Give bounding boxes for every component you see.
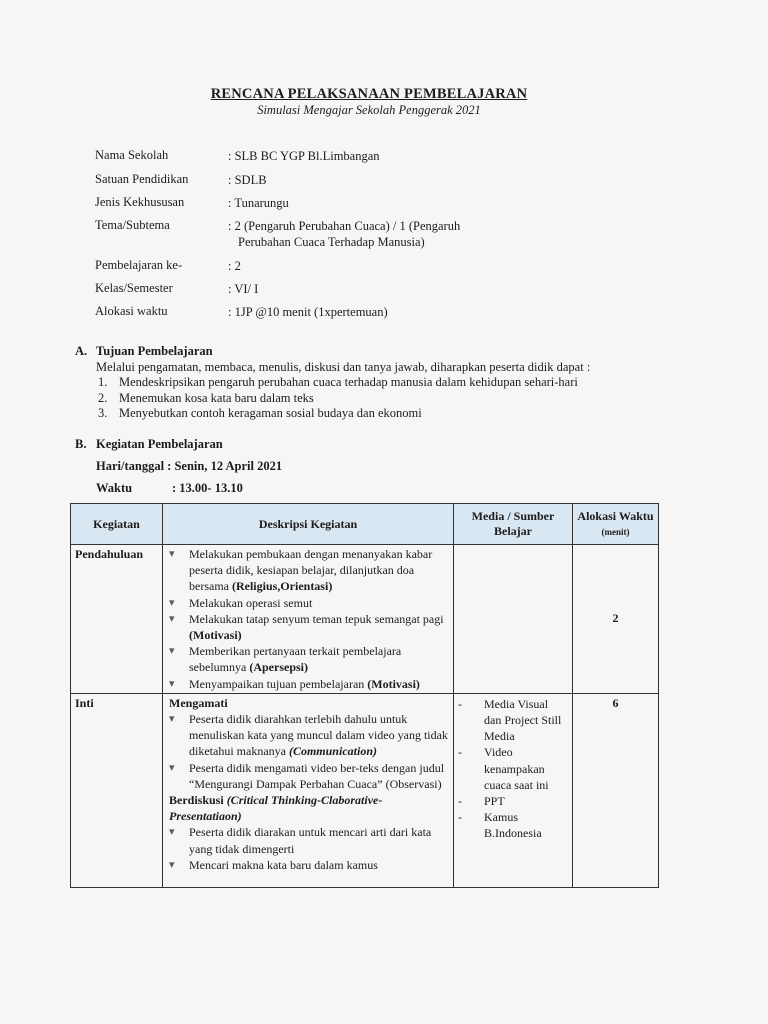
- identity-value: : 1JP @10 menit (1xpertemuan): [228, 305, 388, 319]
- activity-media: [454, 545, 573, 694]
- identity-value-continued: Perubahan Cuaca Terhadap Manusia): [238, 235, 425, 249]
- identity-label: Nama Sekolah: [95, 148, 169, 162]
- identity-value: : VI/ I: [228, 282, 259, 296]
- identity-label: Kelas/Semester: [95, 281, 173, 295]
- activity-duration: 6: [573, 693, 659, 887]
- arrow-down-icon: ▾: [169, 677, 175, 690]
- activity-duration: 2: [573, 545, 659, 694]
- header-alokasi: [573, 504, 659, 545]
- header-alokasi-unit: (menit): [601, 527, 630, 537]
- document-title: RENCANA PELAKSANAAN PEMBELAJARAN: [210, 86, 528, 102]
- identity-value: : Tunarungu: [228, 196, 289, 210]
- sub-activity-heading: [169, 792, 449, 824]
- objective-item: [98, 375, 578, 390]
- objective-text: Menemukan kosa kata baru dalam teks: [119, 391, 314, 405]
- objective-item: [98, 406, 422, 421]
- section-a-intro: Melalui pengamatan, membaca, menulis, diskusi dan tanya jawab, diharapkan peserta didik dapat :: [96, 360, 591, 374]
- item-tag: (Communication): [288, 744, 377, 759]
- media-item: [458, 809, 568, 841]
- objective-number: 3.: [98, 406, 108, 420]
- activity-phase: Inti: [71, 693, 163, 887]
- section-letter: A.: [75, 344, 88, 358]
- media-dash: -: [458, 810, 462, 825]
- header-media: Media / Sumber Belajar: [454, 504, 573, 545]
- section-a-heading: [75, 344, 213, 359]
- item-text: Menyampaikan tujuan pembelajaran: [189, 676, 368, 691]
- media-dash: -: [458, 745, 462, 760]
- activity-description: [163, 693, 454, 887]
- arrow-down-icon: ▾: [169, 761, 175, 774]
- item-text: Mencari makna kata baru dalam kamus: [189, 857, 378, 872]
- identity-value: : SDLB: [228, 173, 267, 187]
- objective-number: 2.: [98, 391, 108, 405]
- activity-phase: Pendahuluan: [71, 545, 163, 694]
- media-item: [458, 793, 568, 809]
- identity-value: : 2: [228, 259, 241, 273]
- objective-number: 1.: [98, 375, 108, 389]
- arrow-down-icon: ▾: [169, 713, 175, 726]
- media-dash: -: [458, 696, 462, 711]
- activity-table: [70, 503, 659, 888]
- identity-label: Pembelajaran ke-: [95, 258, 183, 272]
- activity-description: [163, 545, 454, 694]
- header-kegiatan: Kegiatan: [71, 504, 163, 545]
- objective-text: Menyebutkan contoh keragaman sosial budaya dan ekonomi: [119, 406, 422, 420]
- arrow-down-icon: ▾: [169, 858, 175, 871]
- identity-label: Jenis Kekhususan: [95, 195, 185, 209]
- table-header-row: [71, 504, 659, 545]
- time-label: Waktu: [96, 481, 133, 495]
- sub-heading-text: Berdiskusi: [169, 793, 227, 808]
- item-tag: (Motivasi): [367, 676, 420, 691]
- media-item: [458, 696, 568, 745]
- header-deskripsi: Deskripsi Kegiatan: [163, 504, 454, 545]
- item-text: Peserta didik mengamati video ber-teks dengan judul “Mengurangi Dampak Perbahan Cuaca” (Observasi): [189, 760, 445, 791]
- activity-media: [454, 693, 573, 887]
- sub-heading-tag: (Critical Thinking-Claborative-Presentatiaon): [169, 793, 383, 824]
- section-letter: B.: [75, 437, 87, 451]
- arrow-down-icon: ▾: [169, 645, 175, 658]
- media-text: Media Visual dan Project Still Media: [484, 696, 562, 744]
- list-item: [169, 760, 449, 792]
- identity-value: : 2 (Pengaruh Perubahan Cuaca) / 1 (Pengaruh: [228, 219, 461, 233]
- list-item: [169, 824, 449, 856]
- identity-label: Satuan Pendidikan: [95, 172, 189, 186]
- sub-activity-heading: Mengamati: [169, 695, 228, 710]
- identity-label: Alokasi waktu: [95, 304, 168, 318]
- section-title: Kegiatan Pembelajaran: [96, 437, 223, 451]
- table-row: [71, 545, 659, 694]
- media-text: PPT: [484, 794, 505, 809]
- arrow-down-icon: ▾: [169, 596, 175, 609]
- item-text: Melakukan tatap senyum teman tepuk semangat pagi: [189, 611, 444, 626]
- date-line: Hari/tanggal : Senin, 12 April 2021: [96, 459, 283, 473]
- list-item: [169, 595, 449, 611]
- item-text: Memberikan pertanyaan terkait pembelajara sebelumnya: [189, 644, 402, 675]
- header-alokasi-label: Alokasi Waktu: [577, 509, 654, 523]
- table-row: [71, 693, 659, 887]
- arrow-down-icon: ▾: [169, 826, 175, 839]
- list-item: [169, 676, 449, 692]
- item-tag: (Motivasi): [189, 628, 242, 643]
- identity-label: Tema/Subtema: [95, 218, 170, 232]
- item-text: Peserta didik diarahkan terlebih dahulu untuk menuliskan kata yang muncul dalam video yang tidak diketahui maknanya: [189, 712, 448, 759]
- arrow-down-icon: ▾: [169, 548, 175, 560]
- item-text: Melakukan operasi semut: [189, 595, 313, 610]
- objective-item: [98, 391, 314, 406]
- item-tag: (Religius,Orientasi): [231, 579, 333, 594]
- item-text: Peserta didik diarakan untuk mencari arti dari kata yang tidak dimengerti: [189, 825, 432, 856]
- item-tag: (Apersepsi): [249, 660, 308, 675]
- media-text: Kamus B.Indonesia: [484, 810, 542, 841]
- arrow-down-icon: ▾: [169, 612, 175, 625]
- list-item: [169, 611, 449, 643]
- list-item: [169, 643, 449, 675]
- media-dash: -: [458, 794, 462, 809]
- document-subtitle: Simulasi Mengajar Sekolah Penggerak 2021: [257, 103, 481, 117]
- section-title: Tujuan Pembelajaran: [96, 344, 213, 358]
- time-value: : 13.00- 13.10: [172, 481, 243, 495]
- objective-text: Mendeskripsikan pengaruh perubahan cuaca terhadap manusia dalam kehidupan sehari-hari: [119, 375, 578, 389]
- list-item: [169, 711, 449, 760]
- list-item: [169, 857, 449, 873]
- media-text: Video kenampakan cuaca saat ini: [484, 745, 549, 792]
- section-b-heading: [75, 437, 223, 452]
- list-item: [169, 546, 449, 595]
- item-text: Melakukan pembukaan dengan menanyakan kabar peserta didik, kesiapan belajar, dilanjutkan doa bersama: [189, 547, 433, 594]
- media-item: [458, 744, 568, 793]
- identity-value: : SLB BC YGP Bl.Limbangan: [228, 149, 380, 163]
